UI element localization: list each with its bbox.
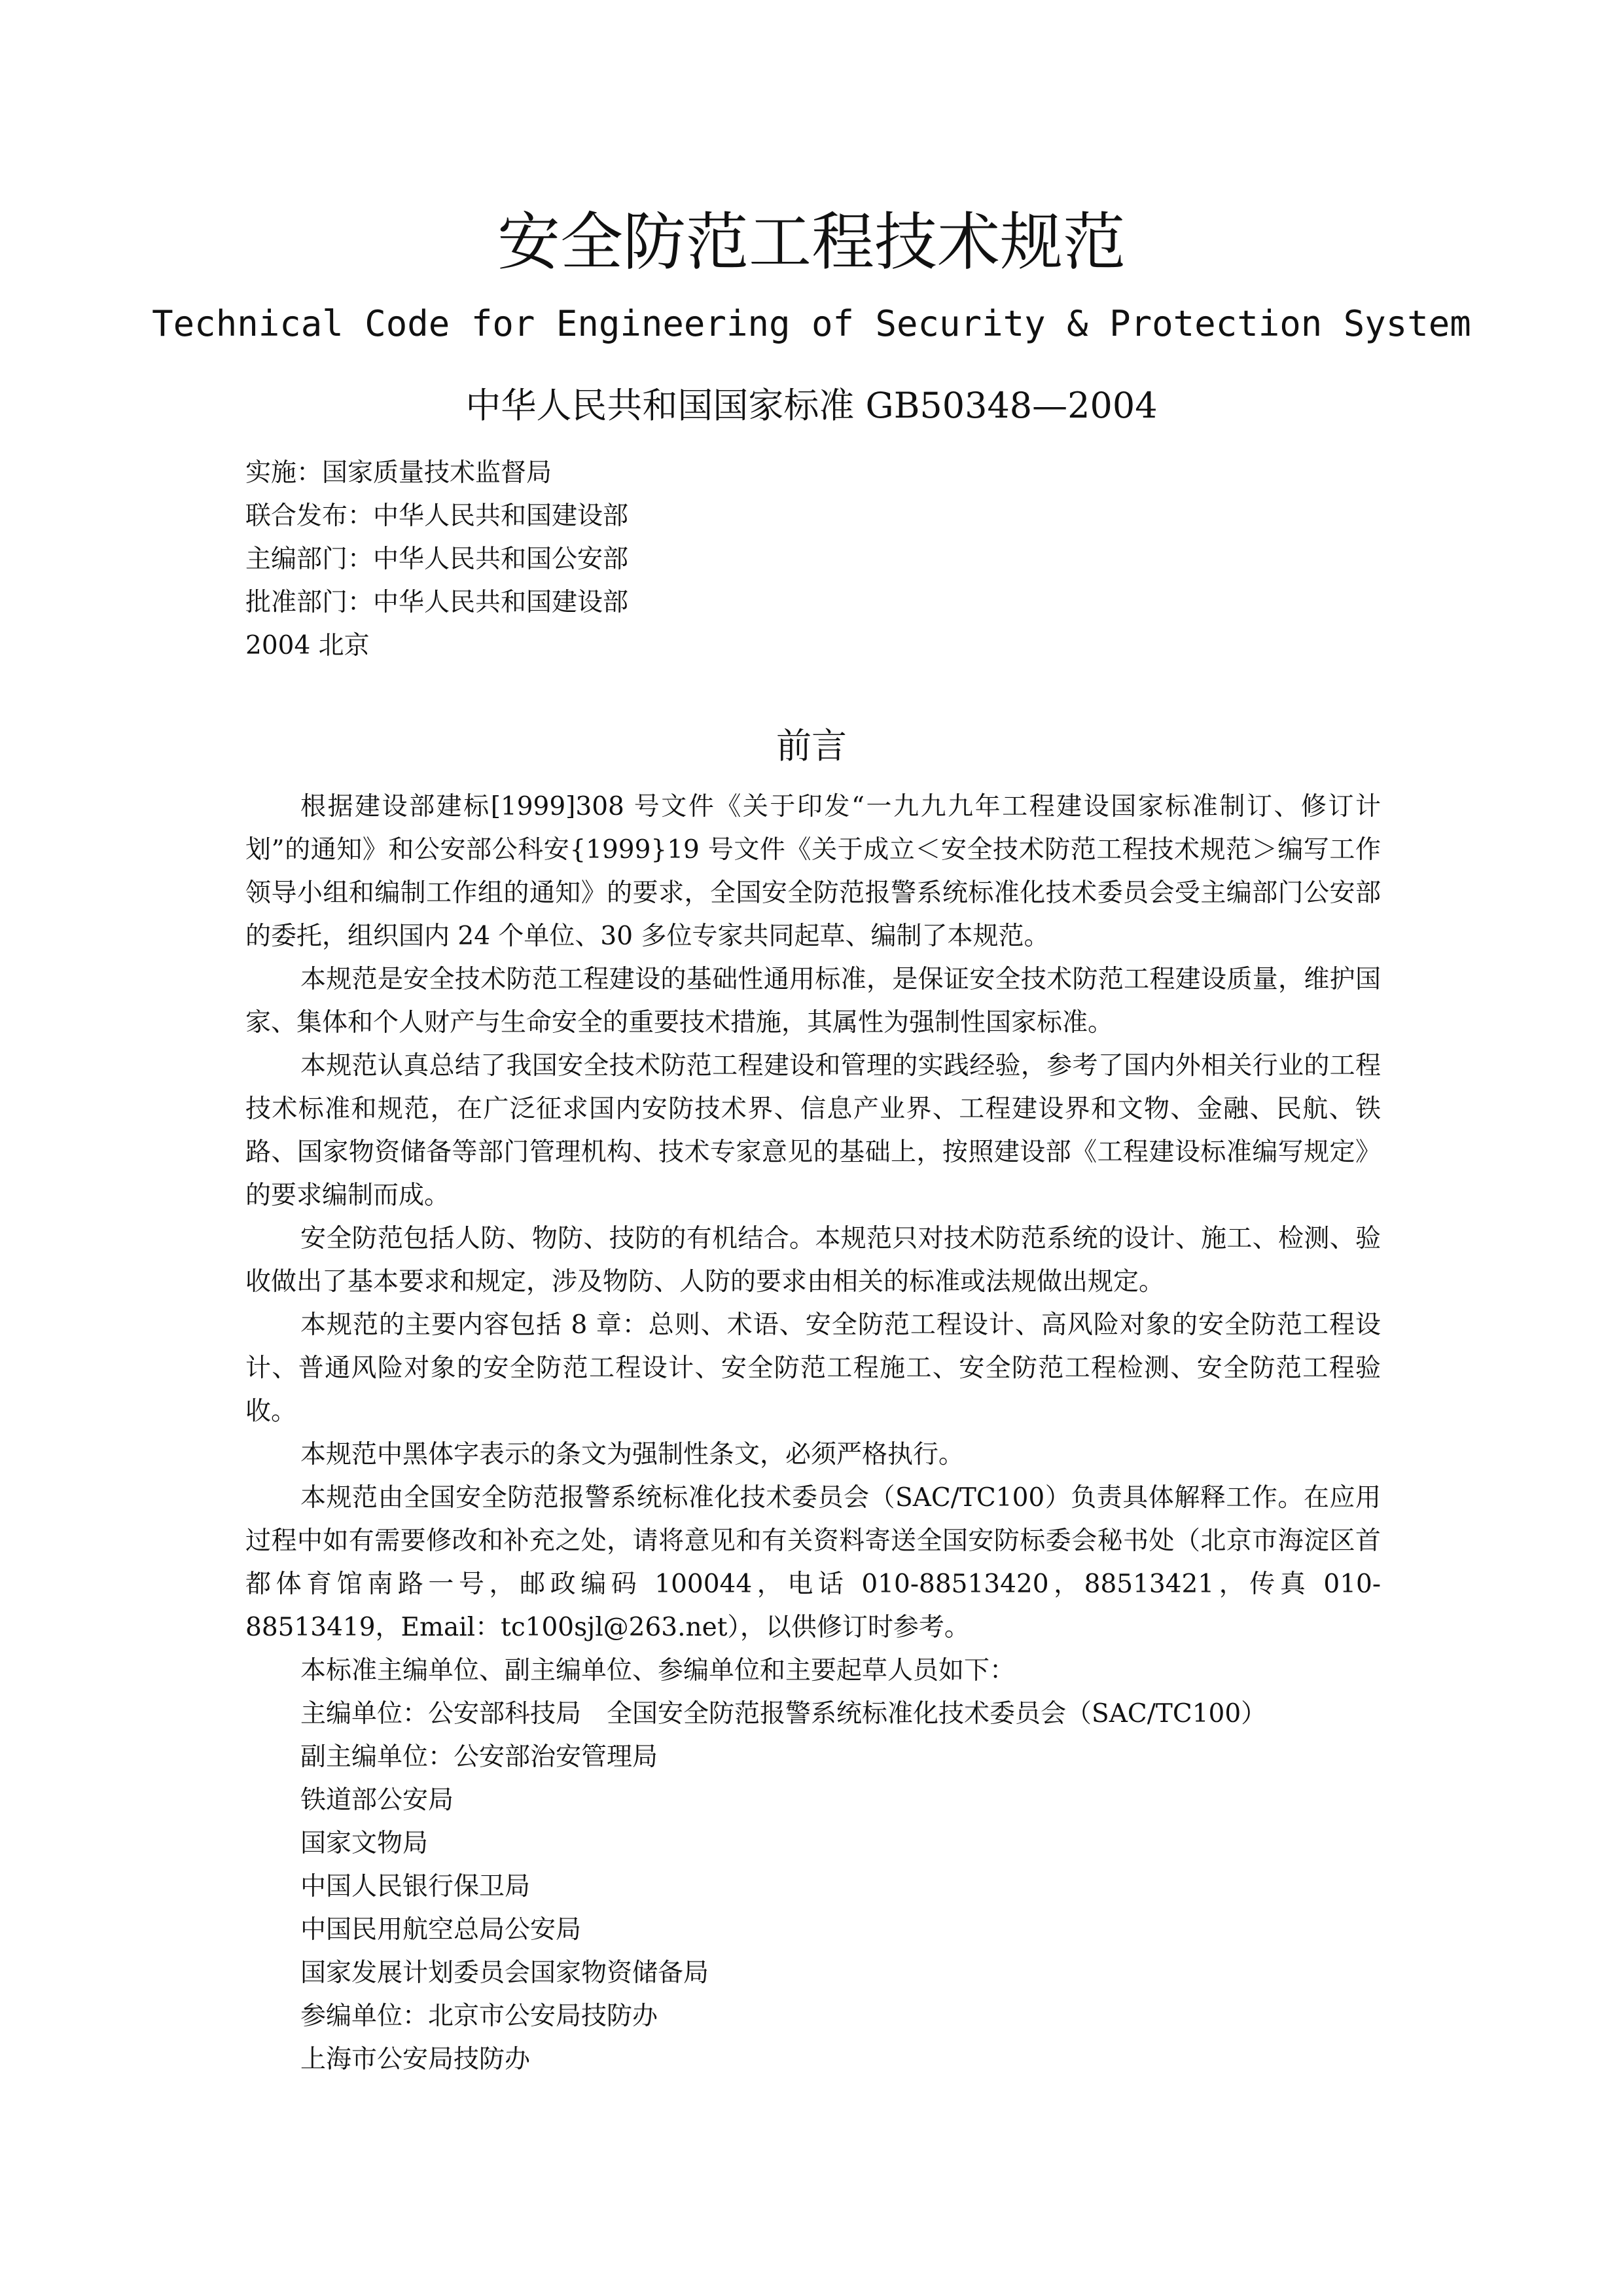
preface-heading: 前言 (776, 725, 847, 766)
preface-paragraph: 本规范的主要内容包括 8 章：总则、术语、安全防范工程设计、高风险对象的安全防范工程设计、普通风险对象的安全防范工程设计、安全防范工程施工、安全防范工程检测、安全防范工程验收。 (245, 1310, 1381, 1426)
list-item: 铁道部公安局 (300, 1785, 454, 1815)
list-item: 中国民用航空总局公安局 (300, 1915, 582, 1945)
preface-paragraph: 本规范中黑体字表示的条文为强制性条文，必须严格执行。 (300, 1440, 965, 1469)
list-item: 国家文物局 (300, 1829, 429, 1858)
preface-paragraph: 本规范是安全技术防范工程建设的基础性通用标准，是保证安全技术防范工程建设质量，维护国家、集体和个人财产与生命安全的重要技术措施，其属性为强制性国家标准。 (245, 965, 1381, 1037)
preface-paragraph: 本规范由全国安全防范报警系统标准化技术委员会（SAC/TC100）负责具体解释工作。在应用过程中如有需要修改和补充之处，请将意见和有关资料寄送全国安防标委会秘书处（北京市海淀区首都体育馆南路一号，邮政编码 100044，电话 010-88513420，88513421，传真 010-88513419，Email：tc100sjl@263.net），以供修订时参考。 (245, 1483, 1381, 1642)
preface-paragraph: 本规范认真总结了我国安全技术防范工程建设和管理的实践经验，参考了国内外相关行业的工程技术标准和规范，在广泛征求国内安防技术界、信息产业界、工程建设界和文物、金融、民航、铁路、国家物资储备等部门管理机构、技术专家意见的基础上，按照建设部《工程建设标准编写规定》的要求编制而成。 (245, 1051, 1381, 1210)
list-item: 上海市公安局技防办 (300, 2045, 531, 2074)
list-item: 国家发展计划委员会国家物资储备局 (300, 1958, 709, 1988)
standard-number: 中华人民共和国国家标准 GB50348—2004 (465, 385, 1158, 426)
drafting-units-list (245, 1693, 1381, 2081)
meta-implementation: 实施：国家质量技术监督局 (245, 458, 552, 488)
list-item: 中国人民银行保卫局 (300, 1872, 531, 1901)
meta-chief-editor-dept: 主编部门：中华人民共和国公安部 (245, 545, 629, 574)
preface-paragraph: 本标准主编单位、副主编单位、参编单位和主要起草人员如下： (300, 1656, 1016, 1685)
publication-info (245, 452, 1423, 668)
meta-joint-issuer: 联合发布：中华人民共和国建设部 (245, 501, 629, 531)
list-item: 参编单位：北京市公安局技防办 (300, 2001, 658, 2031)
document-title: 安全防范工程技术规范 (497, 206, 1126, 279)
preface-paragraph: 安全防范包括人防、物防、技防的有机结合。本规范只对技术防范系统的设计、施工、检测、验收做出了基本要求和规定，涉及物防、人防的要求由相关的标准或法规做出规定。 (245, 1224, 1381, 1297)
list-item: 副主编单位：公安部治安管理局 (300, 1742, 658, 1772)
document-title-english: Technical Code for Engineering of Security & Protection System (152, 303, 1471, 344)
meta-year-place: 2004 北京 (245, 631, 370, 660)
preface-paragraph: 根据建设部建标[1999]308 号文件《关于印发“一九九九年工程建设国家标准制订、修订计划”的通知》和公安部公科安{1999}19 号文件《关于成立＜安全技术防范工程技术规范＞编写工作领导小组和编制工作组的通知》的要求，全国安全防范报警系统标准化技术委员会受主编部门公安部的委托，组织国内 24 个单位、30 多位专家共同起草、编制了本规范。 (245, 792, 1381, 951)
meta-approving-dept: 批准部门：中华人民共和国建设部 (245, 588, 629, 617)
preface-body (245, 785, 1381, 2081)
list-item: 主编单位：公安部科技局 全国安全防范报警系统标准化技术委员会（SAC/TC100） (300, 1699, 1267, 1729)
